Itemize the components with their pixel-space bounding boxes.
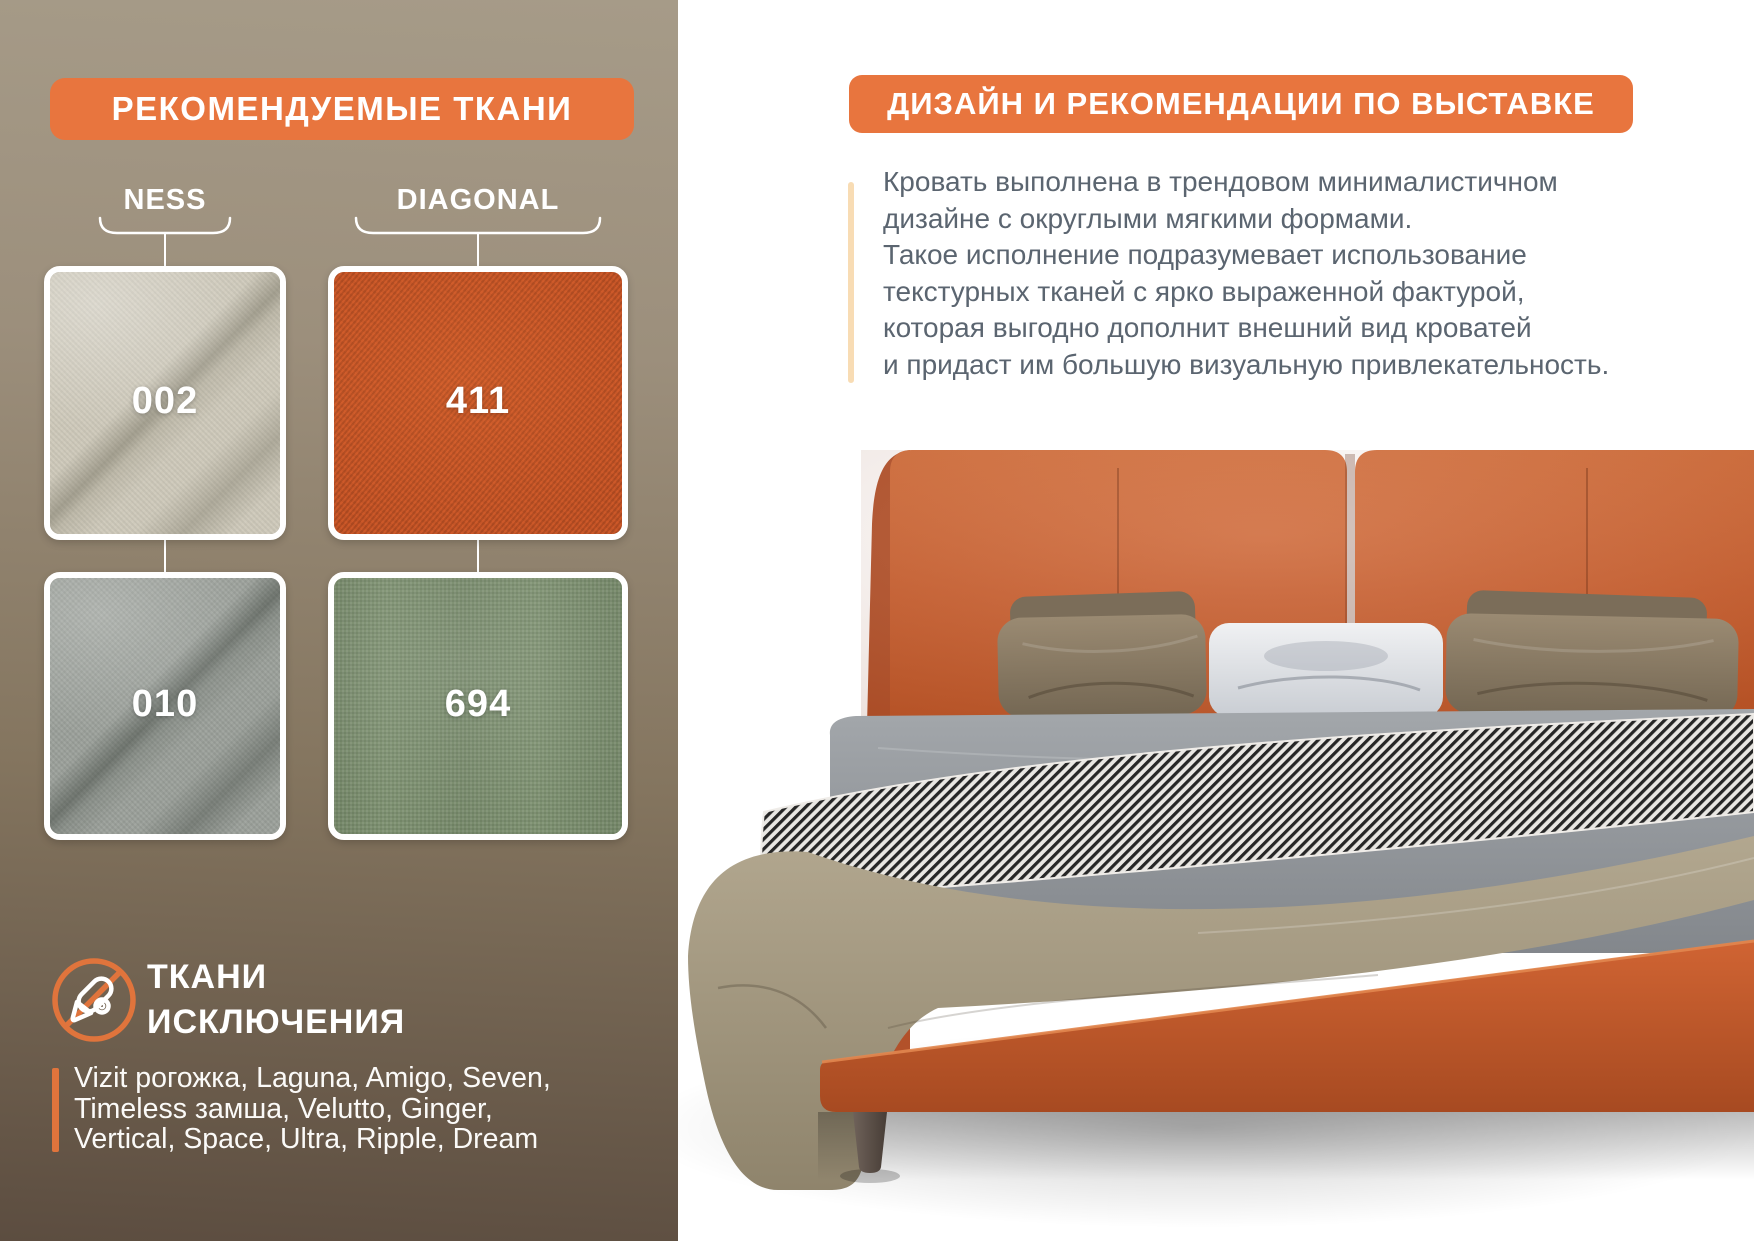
fabric-swatch-ness-002 — [44, 266, 286, 540]
excluded-fabrics-list — [74, 1063, 551, 1155]
connector-line — [477, 540, 479, 572]
fabric-swatch-diagonal-411 — [328, 266, 628, 540]
excluded-fabrics-accent-bar — [52, 1068, 59, 1152]
recommended-fabrics-title: РЕКОМЕНДУЕМЫЕ ТКАНИ — [111, 90, 573, 127]
design-recommendations-header — [849, 75, 1633, 133]
excluded-fabrics-title — [147, 955, 405, 1045]
fabric-column-diagonal-label: DIAGONAL — [396, 183, 560, 216]
fabrics-panel — [0, 0, 678, 1241]
bed-photo — [678, 388, 1754, 1241]
fabric-swatch-ness-010 — [44, 572, 286, 840]
no-fabric-roll-icon — [50, 956, 138, 1044]
fabric-code: 010 — [131, 682, 199, 725]
excluded-fabrics-list-line2: Timeless замша, Velutto, Ginger, — [74, 1092, 493, 1125]
design-description — [883, 164, 1609, 384]
excluded-fabrics-title-line2: ИСКЛЮЧЕНИЯ — [147, 1003, 406, 1041]
fabric-code: 002 — [131, 379, 199, 422]
fabric-code: 411 — [445, 379, 511, 422]
fabric-code: 694 — [444, 682, 512, 725]
connector-line — [164, 233, 166, 266]
fabric-swatch-diagonal-694 — [328, 572, 628, 840]
fabric-column-ness-label: NESS — [123, 183, 207, 216]
paragraph-accent-bar — [848, 182, 854, 383]
connector-line — [477, 233, 479, 266]
design-description-line5: которая выгодно дополнит внешний вид кроватей — [883, 312, 1532, 344]
design-description-line3: Такое исполнение подразумевает использование — [883, 239, 1527, 271]
design-description-line4: текстурных тканей с ярко выраженной фактурой, — [883, 275, 1525, 307]
excluded-fabrics-list-line1: Vizit рогожка, Laguna, Amigo, Seven, — [74, 1062, 551, 1094]
excluded-fabrics-list-line3: Vertical, Space, Ultra, Ripple, Dream — [74, 1123, 539, 1155]
design-recommendations-title: ДИЗАЙН И РЕКОМЕНДАЦИИ ПО ВЫСТАВКЕ — [887, 86, 1595, 121]
connector-line — [164, 540, 166, 572]
design-description-line2: дизайне с округлыми мягкими формами. — [883, 202, 1413, 234]
design-description-line1: Кровать выполнена в трендовом минималистичном — [883, 166, 1558, 197]
design-description-line6: и придаст им большую визуальную привлекательность. — [883, 348, 1610, 380]
design-panel — [678, 0, 1754, 1241]
base-shadow — [818, 1112, 1754, 1180]
excluded-fabrics-title-line1: ТКАНИ — [147, 958, 268, 996]
recommended-fabrics-header — [50, 78, 634, 140]
